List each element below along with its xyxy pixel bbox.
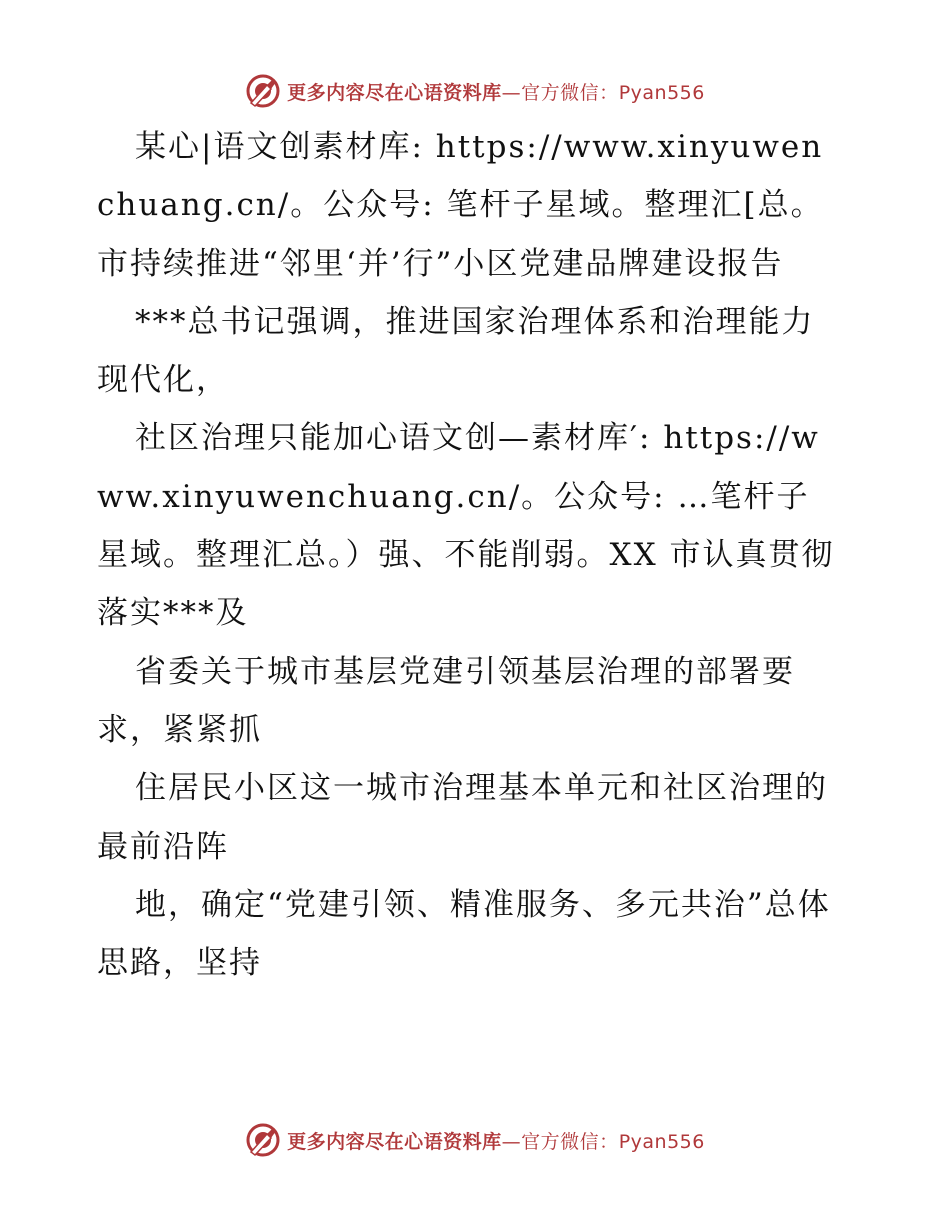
footer-watermark xyxy=(0,1120,950,1160)
paragraph: 省委关于城市基层党建引领基层治理的部署要求，紧紧抓 xyxy=(97,653,795,748)
paragraph: 社区治理只能加心语文创—素材库′: https://www.xinyuwenchuang.cn/。公众号: …笔杆子星域。整理汇总。）强、不能削弱。XX 市认真贯彻落实***及 xyxy=(97,420,835,632)
paragraph: 某心|语文创素材库: https://www.xinyuwenchuang.cn/。公众号: 笔杆子星域。整理汇[总。市持续推进“邻里‘并’行”小区党建品牌建设报告 xyxy=(97,129,824,282)
document-body xyxy=(97,118,842,992)
pen-logo-icon xyxy=(245,73,281,109)
watermark-text: 更多内容尽在心语资料库—官方微信：Pyan556 xyxy=(287,81,705,104)
watermark-text: 更多内容尽在心语资料库—官方微信：Pyan556 xyxy=(287,1130,705,1153)
paragraph: ***总书记强调，推进国家治理体系和治理能力现代化， xyxy=(97,303,815,399)
pen-logo-icon xyxy=(245,1122,281,1158)
paragraph: 住居民小区这一城市治理基本单元和社区治理的最前沿阵 xyxy=(97,770,828,865)
header-watermark xyxy=(0,71,950,111)
paragraph: 地，确定“党建引领、精准服务、多元共治”总体思路，坚持 xyxy=(97,886,831,982)
